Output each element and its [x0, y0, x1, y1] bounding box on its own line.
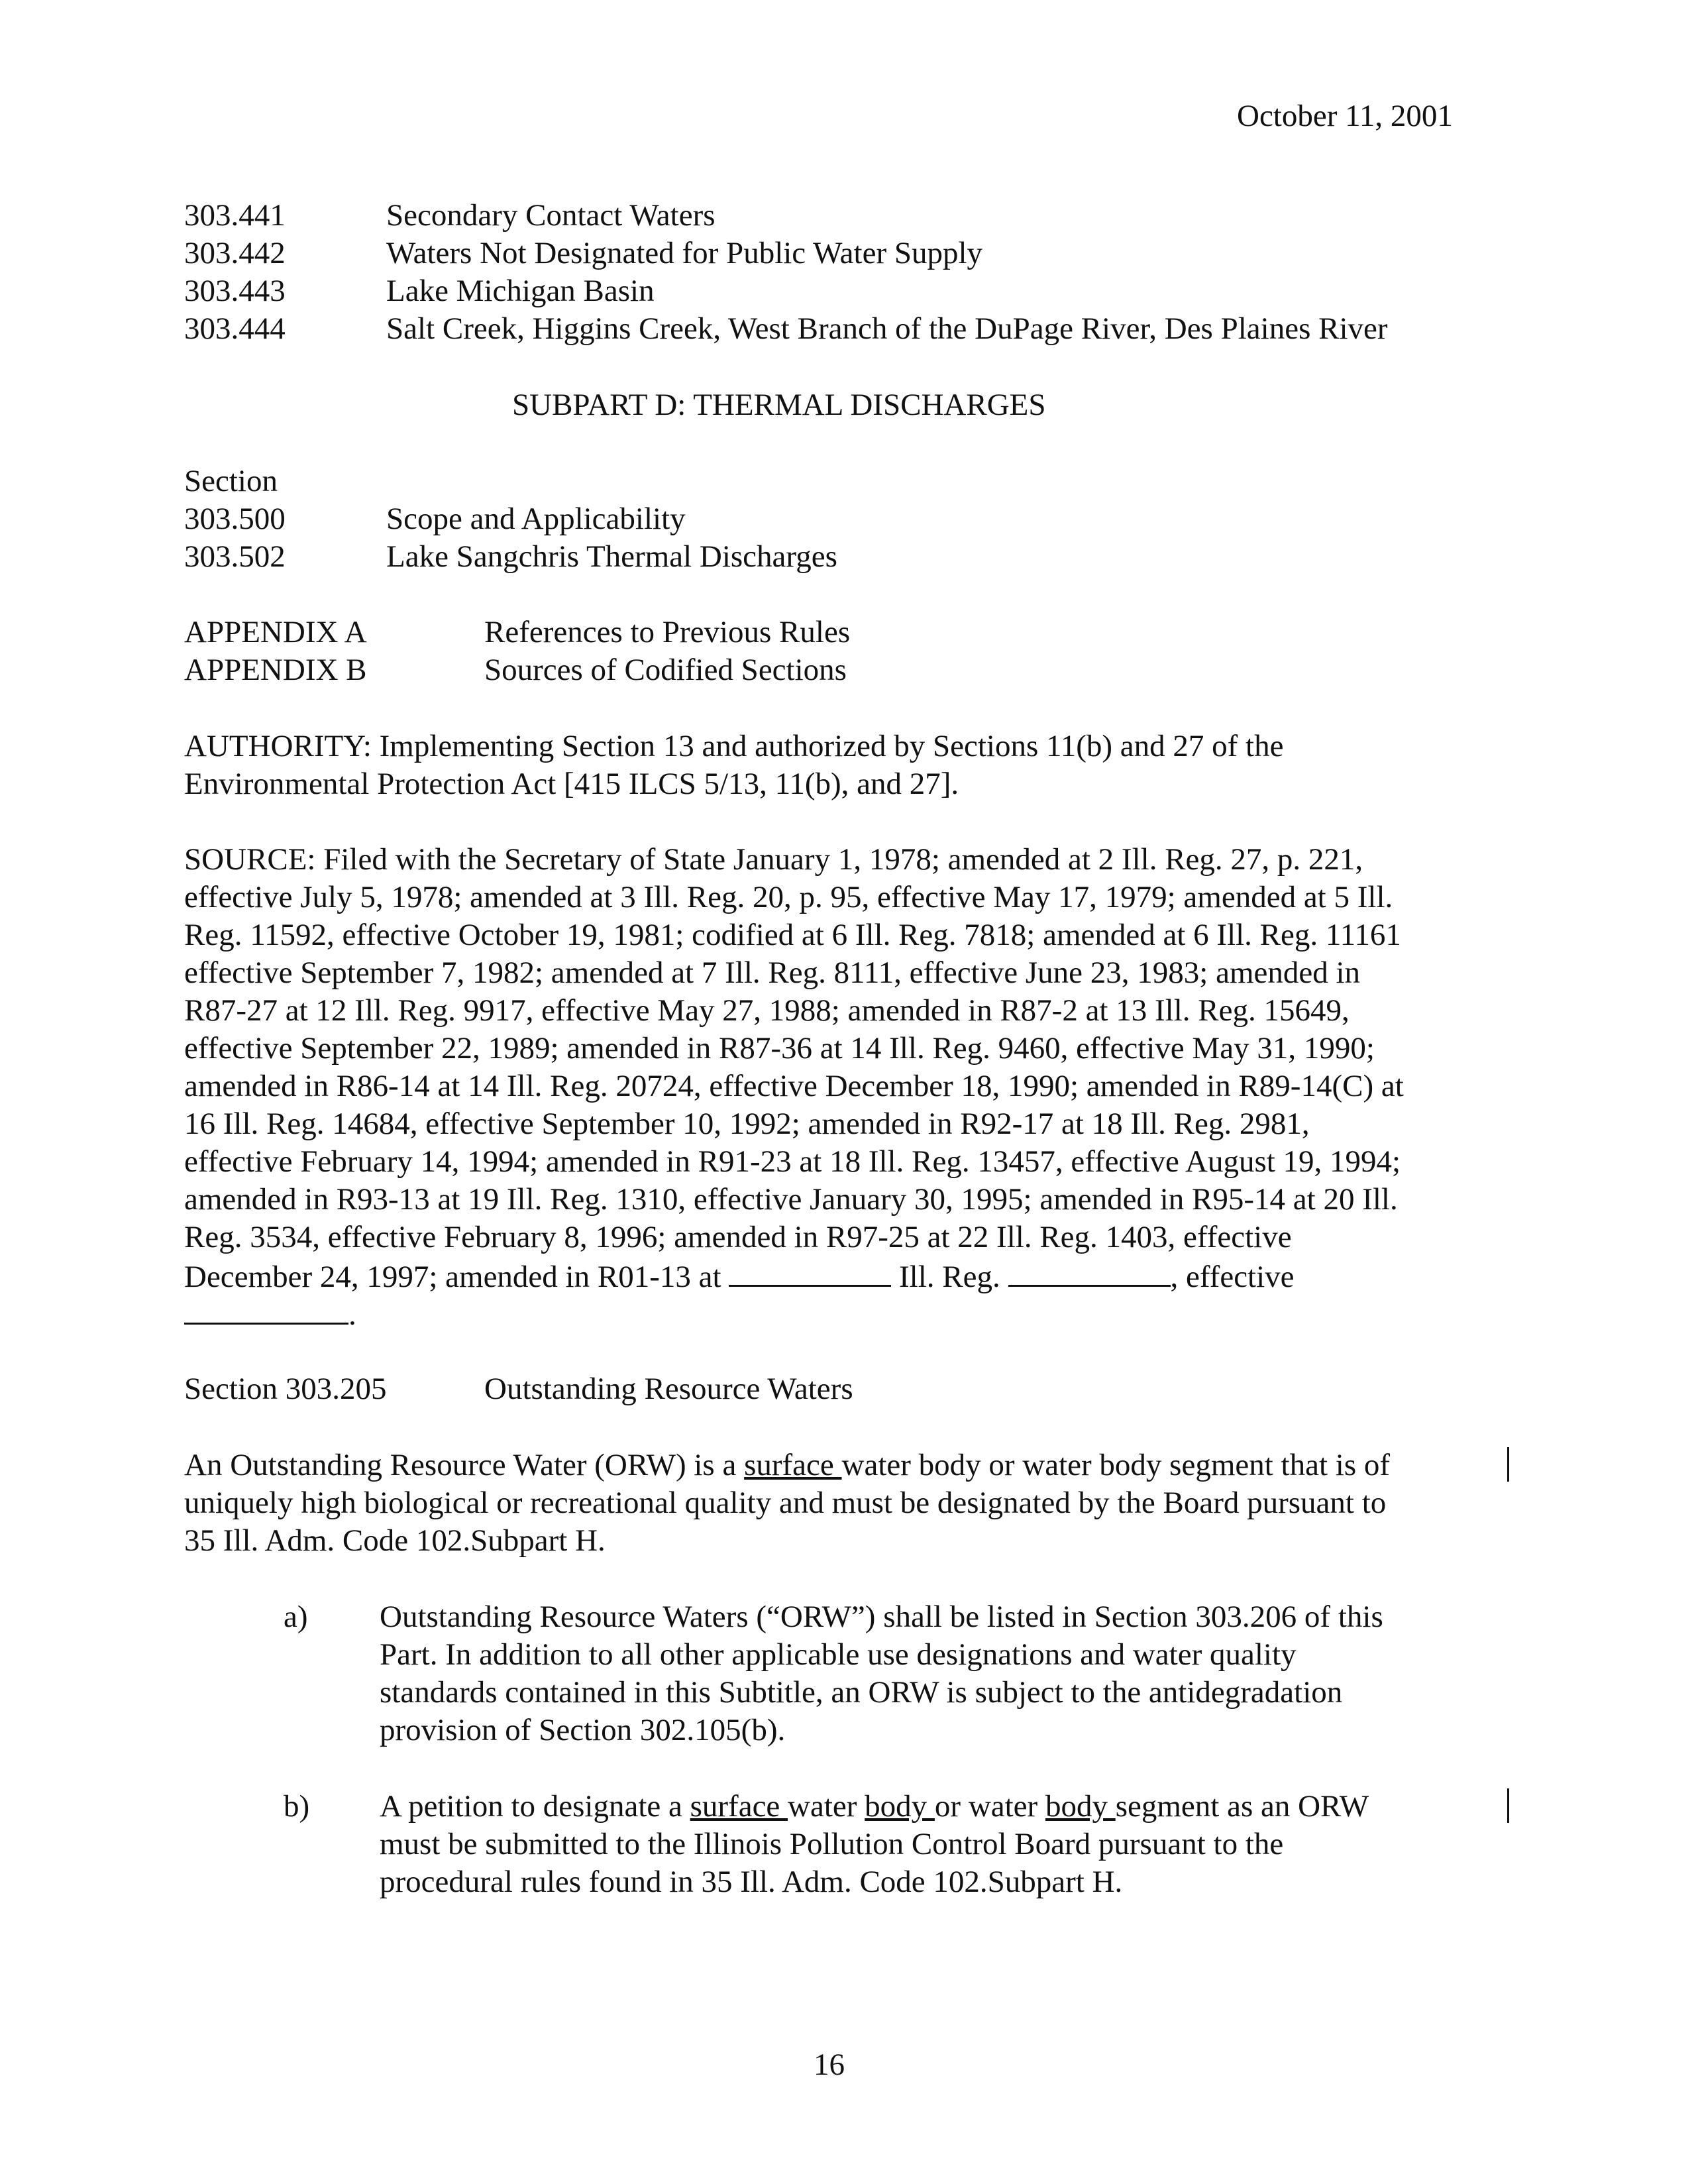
appendix-row: [184, 651, 1575, 689]
toc-row: [184, 500, 1575, 538]
section-number: 303.442: [184, 236, 286, 270]
authority-line: Environmental Protection Act [415 ILCS 5/13, 11(b), and 27].: [184, 767, 959, 801]
subsection-line: Part. In addition to all other applicable use designations and water quality: [380, 1637, 1297, 1672]
subpart-d-heading: SUBPART D: THERMAL DISCHARGES: [512, 388, 1046, 422]
section-heading: [184, 1370, 1575, 1408]
source-line: effective September 7, 1982; amended at 7 Ill. Reg. 8111, effective June 23, 1983; amended in: [184, 956, 1361, 990]
subsection-text: segment as an ORW: [1115, 1789, 1369, 1824]
section-number: 303.502: [184, 539, 286, 574]
appendix-title: Sources of Codified Sections: [484, 653, 847, 687]
subsection-line: provision of Section 302.105(b).: [380, 1713, 786, 1747]
authority-line: AUTHORITY: Implementing Section 13 and authorized by Sections 11(b) and 27 of the: [184, 729, 1284, 763]
section-title: Scope and Applicability: [386, 502, 686, 536]
toc-row: [184, 537, 1575, 576]
source-text: December 24, 1997; amended in R01-13 at: [184, 1260, 721, 1294]
subsection-label: a): [284, 1600, 308, 1634]
section-title: Lake Sangchris Thermal Discharges: [386, 539, 837, 574]
toc-row: [184, 196, 1575, 235]
blank-line: [729, 1256, 891, 1287]
source-line: amended in R86-14 at 14 Ill. Reg. 20724, effective December 18, 1990; amended in R89-14(C) at: [184, 1069, 1404, 1103]
change-bar: [1507, 1447, 1509, 1482]
intro-line: [184, 1446, 1390, 1484]
subsection-line: Outstanding Resource Waters (“ORW”) shall be listed in Section 303.206 of this: [380, 1600, 1383, 1634]
source-line: amended in R93-13 at 19 Ill. Reg. 1310, effective January 30, 1995; amended in R95-14 at 20 Ill.: [184, 1182, 1398, 1217]
section-title: Waters Not Designated for Public Water Supply: [386, 236, 983, 270]
section-title: Secondary Contact Waters: [386, 198, 716, 233]
section-column-label: Section: [184, 464, 278, 498]
underlined-text: surface: [744, 1448, 842, 1482]
appendix-row: [184, 613, 1575, 651]
toc-row: [184, 309, 1575, 348]
subsection-label: b): [284, 1789, 310, 1824]
source-line: Reg. 11592, effective October 19, 1981; codified at 6 Ill. Reg. 7818; amended at 6 Ill. Reg. 11161: [184, 918, 1401, 952]
document-date: October 11, 2001: [1237, 99, 1453, 133]
source-text: Ill. Reg.: [899, 1260, 1000, 1294]
underlined-text: body: [865, 1789, 935, 1824]
appendix-title: References to Previous Rules: [484, 615, 851, 649]
blank-line: [1008, 1256, 1171, 1287]
blank-line: [184, 1293, 348, 1325]
subsection-line: [380, 1787, 1369, 1826]
source-line: 16 Ill. Reg. 14684, effective September 10, 1992; amended in R92-17 at 18 Ill. Reg. 2981,: [184, 1107, 1310, 1141]
source-text: , effective: [1170, 1260, 1295, 1294]
page-number: 16: [814, 2048, 845, 2082]
subsection-text: water: [788, 1789, 865, 1824]
section-number: Section 303.205: [184, 1372, 387, 1406]
source-line: SOURCE: Filed with the Secretary of State January 1, 1978; amended at 2 Ill. Reg. 27, p. 221,: [184, 842, 1363, 877]
subsection-line: must be submitted to the Illinois Pollution Control Board pursuant to the: [380, 1827, 1284, 1861]
section-title: Outstanding Resource Waters: [484, 1372, 853, 1406]
source-text: .: [348, 1297, 356, 1332]
appendix-label: APPENDIX B: [184, 653, 367, 687]
section-number: 303.443: [184, 274, 286, 308]
toc-row: [184, 234, 1575, 272]
section-title: Lake Michigan Basin: [386, 274, 655, 308]
underlined-text: surface: [690, 1789, 788, 1824]
source-line: effective February 14, 1994; amended in R91-23 at 18 Ill. Reg. 13457, effective August 19, 1994;: [184, 1144, 1401, 1179]
section-number: 303.500: [184, 502, 286, 536]
subsection-line: standards contained in this Subtitle, an ORW is subject to the antidegradation: [380, 1675, 1343, 1710]
source-line-with-blanks: [184, 1256, 1295, 1296]
source-line: R87-27 at 12 Ill. Reg. 9917, effective May 27, 1988; amended in R87-2 at 13 Ill. Reg. 15649,: [184, 993, 1350, 1028]
source-line: effective September 22, 1989; amended in R87-36 at 14 Ill. Reg. 9460, effective May 31, 1990;: [184, 1031, 1375, 1065]
subsection-text: or water: [934, 1789, 1045, 1824]
underlined-text: body: [1045, 1789, 1116, 1824]
intro-text: water body or water body segment that is of: [841, 1448, 1391, 1482]
change-bar: [1507, 1788, 1509, 1823]
appendix-label: APPENDIX A: [184, 615, 367, 649]
intro-line: uniquely high biological or recreational quality and must be designated by the Board pursuant to: [184, 1486, 1387, 1520]
section-number: 303.441: [184, 198, 286, 233]
subsection-line: procedural rules found in 35 Ill. Adm. Code 102.Subpart H.: [380, 1865, 1123, 1899]
section-number: 303.444: [184, 311, 286, 346]
intro-line: 35 Ill. Adm. Code 102.Subpart H.: [184, 1523, 606, 1558]
intro-text: An Outstanding Resource Water (ORW) is a: [184, 1448, 745, 1482]
toc-row: [184, 272, 1575, 310]
subsection-text: A petition to designate a: [380, 1789, 690, 1824]
source-line: Reg. 3534, effective February 8, 1996; amended in R97-25 at 22 Ill. Reg. 1403, effective: [184, 1220, 1292, 1254]
source-line: effective July 5, 1978; amended at 3 Ill. Reg. 20, p. 95, effective May 17, 1979; amended at 5 Ill.: [184, 880, 1393, 914]
source-line-end: [184, 1293, 356, 1334]
section-title: Salt Creek, Higgins Creek, West Branch of the DuPage River, Des Plaines River: [386, 311, 1388, 346]
